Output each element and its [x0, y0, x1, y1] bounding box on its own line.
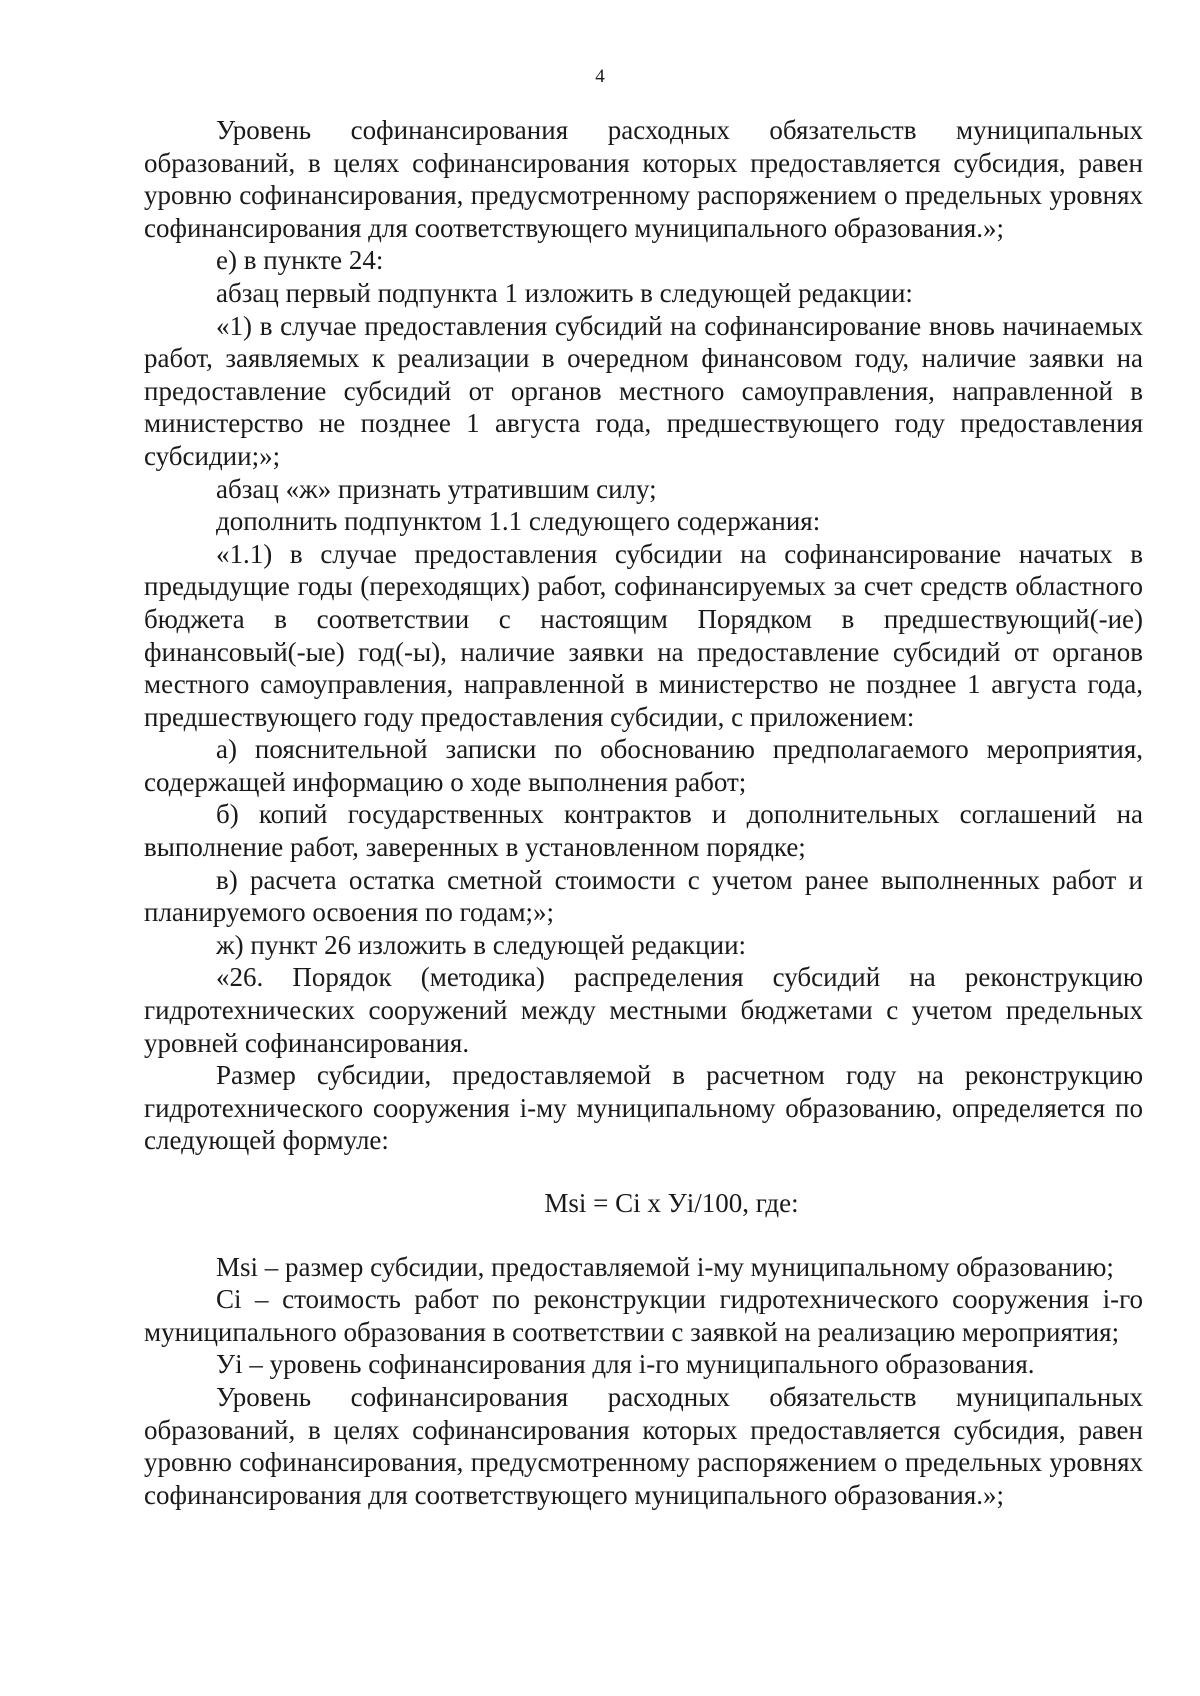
- paragraph: Ci – стоимость работ по реконструкции гидротехнического сооружения i-го муниципального образования в соответствии с заявкой на реализацию мероприятия;: [144, 1284, 1143, 1347]
- page-number: 4: [595, 66, 605, 87]
- paragraph: в) расчета остатка сметной стоимости с учетом ранее выполненных работ и планируемого освоения по годам;»;: [144, 864, 1143, 928]
- paragraph: е) в пункте 24:: [216, 245, 384, 276]
- paragraph: «26. Порядок (методика) распределения субсидий на реконструкцию гидротехнических сооружений между местными бюджетами с учетом предельных уровней софинансирования.: [144, 962, 1143, 1058]
- paragraph: абзац первый подпункта 1 изложить в следующей редакции:: [216, 277, 913, 308]
- document-body: [144, 114, 1143, 1511]
- paragraph: ж) пункт 26 изложить в следующей редакции:: [216, 929, 747, 960]
- paragraph: Уi – уровень софинансирования для i-го муниципального образования.: [216, 1349, 1035, 1380]
- paragraph: «1.1) в случае предоставления субсидии на софинансирование начатых в предыдущие годы (переходящих) работ, софинансируемых за счет средств областного бюджета в соответствии с настоящим Порядком в предшествующий(-ие) финансовый(-ые) год(-ы), наличие заявки на предоставление субсидий от органов местного самоуправления, направленной в министерство не позднее 1 августа года, предшествующего году предоставления субсидии, с приложением:: [144, 538, 1143, 732]
- paragraph: Msi – размер субсидии, предоставляемой i-му муниципальному образованию;: [216, 1251, 1114, 1282]
- paragraph: дополнить подпунктом 1.1 следующего содержания:: [216, 506, 821, 537]
- paragraph: Уровень софинансирования расходных обязательств муниципальных образований, в целях софинансирования которых предоставляется субсидия, равен уровню софинансирования, предусмотренному распоряжением о предельных уровнях софинансирования для соответствующего муниципального образования.»;: [144, 115, 1143, 243]
- paragraph: абзац «ж» признать утратившим силу;: [216, 473, 657, 504]
- paragraph: «1) в случае предоставления субсидий на софинансирование вновь начинаемых работ, заявляемых к реализации в очередном финансовом году, наличие заявки на предоставление субсидий от органов местного самоуправления, направленной в министерство не позднее 1 августа года, предшествующего году предоставления субсидии;»;: [144, 310, 1143, 471]
- paragraph: Уровень софинансирования расходных обязательств муниципальных образований, в целях софинансирования которых предоставляется субсидия, равен уровню софинансирования, предусмотренному распоряжением о предельных уровнях софинансирования для соответствующего муниципального образования.»;: [144, 1381, 1143, 1510]
- paragraph: а) пояснительной записки по обоснованию предполагаемого мероприятия, содержащей информацию о ходе выполнения работ;: [144, 734, 1143, 797]
- paragraph: б) копий государственных контрактов и дополнительных соглашений на выполнение работ, заверенных в установленном порядке;: [144, 799, 1143, 863]
- formula: Msi = Ci x Уi/100, где:: [544, 1188, 799, 1218]
- paragraph: Размер субсидии, предоставляемой в расчетном году на реконструкцию гидротехнического сооружения i-му муниципальному образованию, определяется по следующей формуле:: [144, 1060, 1143, 1156]
